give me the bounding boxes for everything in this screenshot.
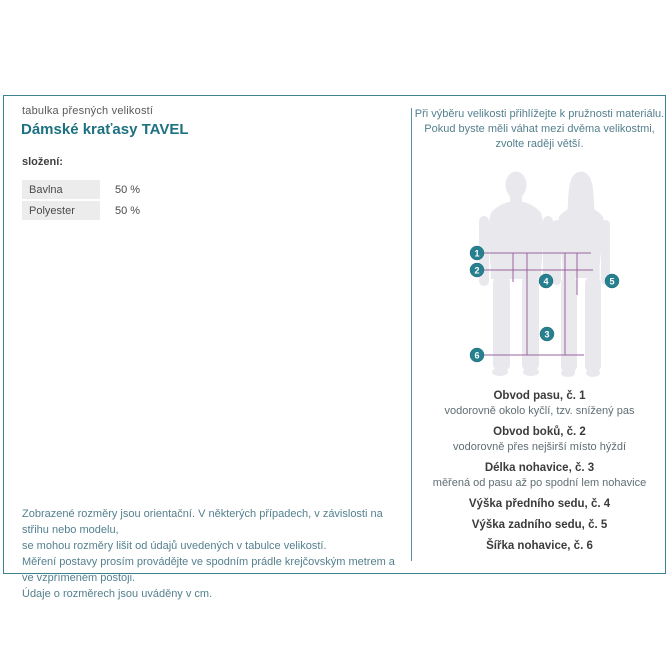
chart-subtitle: tabulka přesných velikostí bbox=[22, 105, 154, 117]
disclaimer-line: Měření postavy prosím provádějte ve spodním prádle krejčovským metrem a ve vzpřímeném postoji. bbox=[22, 556, 395, 584]
measurement-label: Délka nohavice, č. 3 bbox=[484, 462, 595, 474]
material-name-cell: Bavlna bbox=[22, 180, 100, 199]
list-item bbox=[412, 389, 667, 419]
disclaimer-line: se mohou rozměry lišit od údajů uvedených v tabulce velikostí. bbox=[22, 540, 327, 552]
body-measurement-diagram bbox=[451, 165, 651, 380]
material-percent-cell: 50 % bbox=[115, 183, 141, 196]
marker-5 bbox=[605, 274, 619, 288]
measurement-description: vodorovně okolo kyčlí, tzv. snížený pas bbox=[444, 405, 635, 417]
svg-text:1: 1 bbox=[474, 248, 480, 259]
measurement-definitions bbox=[412, 389, 667, 560]
material-name-cell: Polyester bbox=[22, 201, 100, 220]
composition-table bbox=[22, 180, 222, 222]
disclaimer-line: Zobrazené rozměry jsou orientační. V některých případech, v závislosti na střihu nebo modelu, bbox=[22, 508, 383, 536]
list-item bbox=[412, 425, 667, 455]
measurement-guide-panel bbox=[412, 96, 667, 573]
measurement-disclaimer bbox=[22, 506, 407, 602]
svg-text:5: 5 bbox=[609, 276, 615, 287]
measurement-label: Šířka nohavice, č. 6 bbox=[486, 540, 593, 552]
list-item bbox=[412, 518, 667, 533]
measurement-label: Obvod boků, č. 2 bbox=[493, 426, 586, 438]
measurement-description: vodorovně přes nejširší místo hýždí bbox=[452, 441, 627, 453]
page-title: Dámské kraťasy TAVEL bbox=[21, 121, 189, 138]
size-advice bbox=[412, 107, 667, 152]
disclaimer-line: Údaje o rozměrech jsou uváděny v cm. bbox=[22, 588, 213, 600]
list-item bbox=[412, 539, 667, 554]
size-chart-panel bbox=[3, 95, 666, 600]
table-row bbox=[22, 201, 222, 220]
measurement-description: měřená od pasu až po spodní lem nohavice bbox=[432, 477, 647, 489]
advice-line: Pokud byste měli váhat mezi dvěma velikostmi, bbox=[424, 123, 655, 135]
svg-text:6: 6 bbox=[474, 350, 480, 361]
marker-4 bbox=[539, 274, 553, 288]
marker-1 bbox=[470, 246, 484, 260]
table-row bbox=[22, 180, 222, 199]
marker-2 bbox=[470, 263, 484, 277]
material-percent-cell: 50 % bbox=[115, 204, 141, 217]
svg-text:4: 4 bbox=[543, 276, 549, 287]
list-item bbox=[412, 461, 667, 491]
advice-line: Při výběru velikosti přihlížejte k pružnosti materiálu. bbox=[414, 108, 665, 120]
front-silhouette-figure bbox=[479, 172, 553, 377]
female-silhouette-figure bbox=[552, 172, 610, 378]
svg-text:3: 3 bbox=[544, 329, 550, 340]
marker-3 bbox=[540, 327, 554, 341]
measurement-label: Výška zadního sedu, č. 5 bbox=[471, 519, 608, 531]
measurement-label: Výška předního sedu, č. 4 bbox=[468, 498, 611, 510]
composition-heading: složení: bbox=[22, 156, 63, 168]
svg-text:2: 2 bbox=[474, 265, 480, 276]
measurement-label: Obvod pasu, č. 1 bbox=[493, 390, 586, 402]
marker-6 bbox=[470, 348, 484, 362]
list-item bbox=[412, 497, 667, 512]
advice-line: zvolte raději větší. bbox=[495, 138, 584, 150]
